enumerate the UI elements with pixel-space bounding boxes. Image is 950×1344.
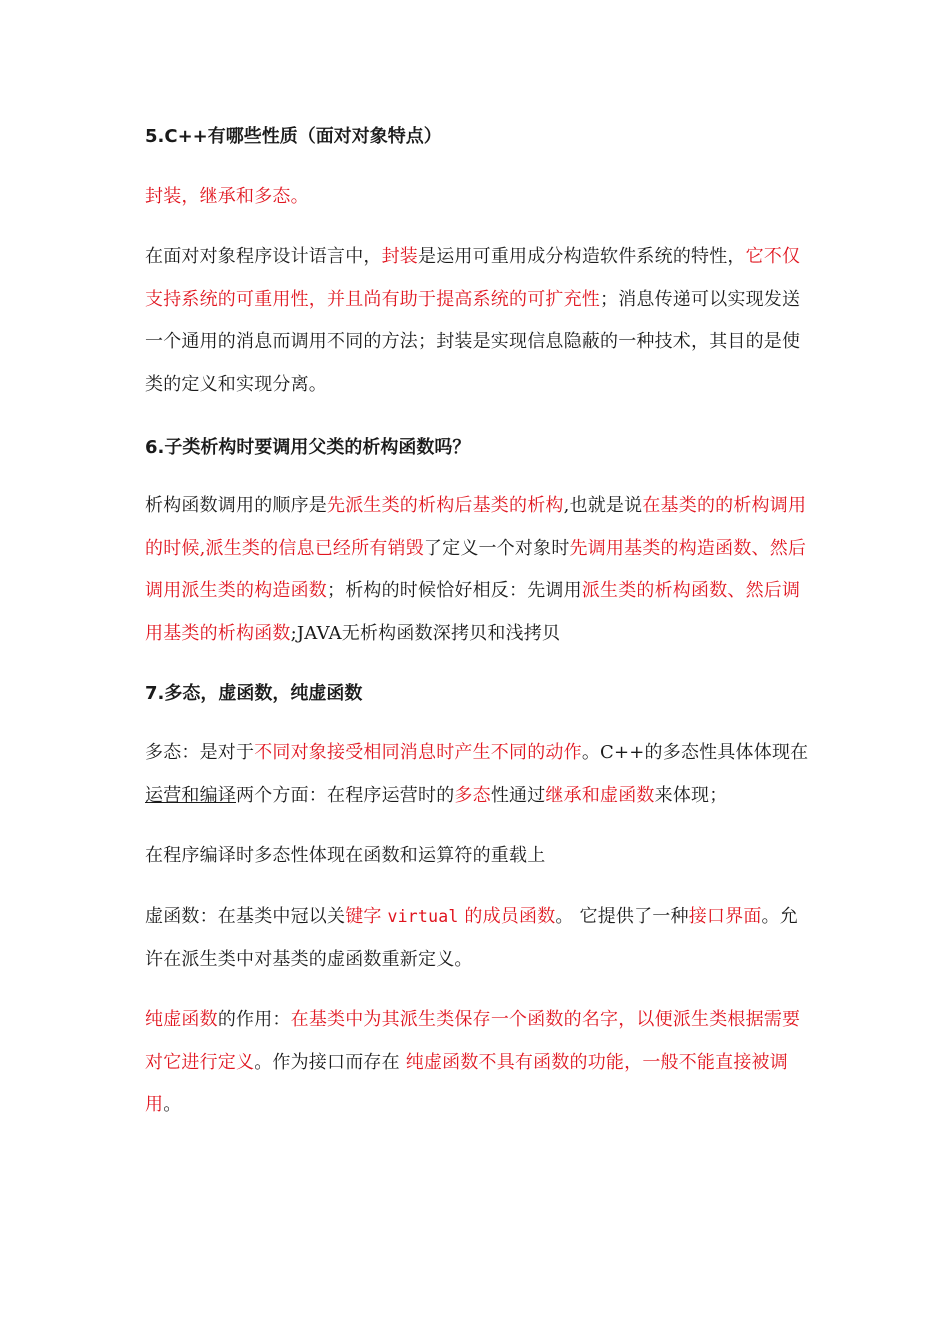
text-run: 。 它提供了一种 (555, 906, 689, 927)
section-7-polymorphism-paragraph (145, 732, 815, 817)
highlight-run: 接口界面 (688, 906, 762, 927)
text-run: 了定义一个对象时 (423, 537, 570, 559)
highlight-run: 先调用基类的构造函数、然后调用派生类的构造函数 (145, 537, 807, 601)
section-6-heading: 6.子类析构时要调用父类的析构函数吗？ (145, 437, 471, 458)
highlight-run: 先派生类的析构后基类的析构 (327, 495, 564, 516)
text-run: 。作为接口而存在 (254, 1051, 406, 1073)
highlight-run: 在基类的的析构调用的时候,派生类的信息已经所有销毁 (145, 495, 807, 559)
highlight-run: 继承和虚函数 (545, 784, 655, 806)
text-run: ；消息传递可以实现发送一个通用的消息而调用不同的方法；封装是实现信息隐蔽的一种技术，其目的是使类的定义和实现分离。 (145, 288, 801, 395)
section-7-compile-paragraph: 在程序编译时多态性体现在函数和运算符的重载上 (145, 845, 546, 866)
text-run: 。C++的多态性具体体现在 (581, 742, 809, 763)
section-7-heading: 7.多态，虚函数，纯虚函数 (145, 683, 363, 704)
text-run: ,也就是说 (563, 495, 643, 516)
text-run: 。允许在派生类中对基类的虚函数重新定义。 (145, 906, 798, 970)
highlight-run: 派生类的析构函数、然后调用基类的析构函数 (145, 580, 801, 644)
text-run: 析构函数调用的顺序是 (145, 495, 327, 516)
highlight-run: 封装 (381, 246, 419, 267)
text-run: 来体现； (654, 784, 728, 806)
highlight-run: 不同对象接受相同消息时产生不同的动作 (254, 742, 582, 763)
text-run: 性通过 (490, 784, 546, 806)
underlined-run: 运营和编译 (145, 784, 236, 806)
text-run: 两个方面：在程序运营时的 (236, 784, 455, 806)
text-run: 的作用： (217, 1009, 291, 1030)
highlight-run: 纯虚函数 (145, 1009, 218, 1030)
section-5-heading: 5.C++有哪些性质（面对对象特点） (145, 126, 442, 147)
highlight-run: 在基类中为其派生类保存一个函数的名字，以便派生类根据需要对它进行定义 (145, 1009, 801, 1073)
highlight-run: 的成员函数 (464, 906, 556, 927)
section-7-virtual-paragraph (145, 896, 815, 981)
section-5-paragraph (145, 236, 815, 406)
section-5-answer: 封装，继承和多态。 (145, 186, 309, 207)
highlight-run: 纯虚函数不具有函数的功能，一般不能直接被调用 (145, 1051, 788, 1115)
text-run: ;JAVA无析构函数深拷贝和浅拷贝 (290, 622, 561, 644)
highlight-run: 它不仅支持系统的可重用性，并且尚有助于提高系统的可扩充性 (145, 246, 801, 310)
text-run: 虚函数：在基类中冠以关 (145, 906, 346, 927)
text-run: 多态：是对于 (145, 742, 255, 763)
section-7-pure-virtual-paragraph (145, 999, 815, 1127)
text-run: 在面对对象程序设计语言中， (145, 246, 382, 267)
section-6-paragraph (145, 485, 815, 655)
text-run: 是运用可重用成分构造软件系统的特性， (418, 246, 746, 267)
highlight-run: 键字 (345, 906, 382, 927)
highlight-run: 多态 (454, 784, 491, 806)
text-run: ；析构的时候恰好相反：先调用 (327, 580, 582, 601)
keyword-run: virtual (387, 907, 459, 926)
text-run: 。 (163, 1094, 182, 1115)
